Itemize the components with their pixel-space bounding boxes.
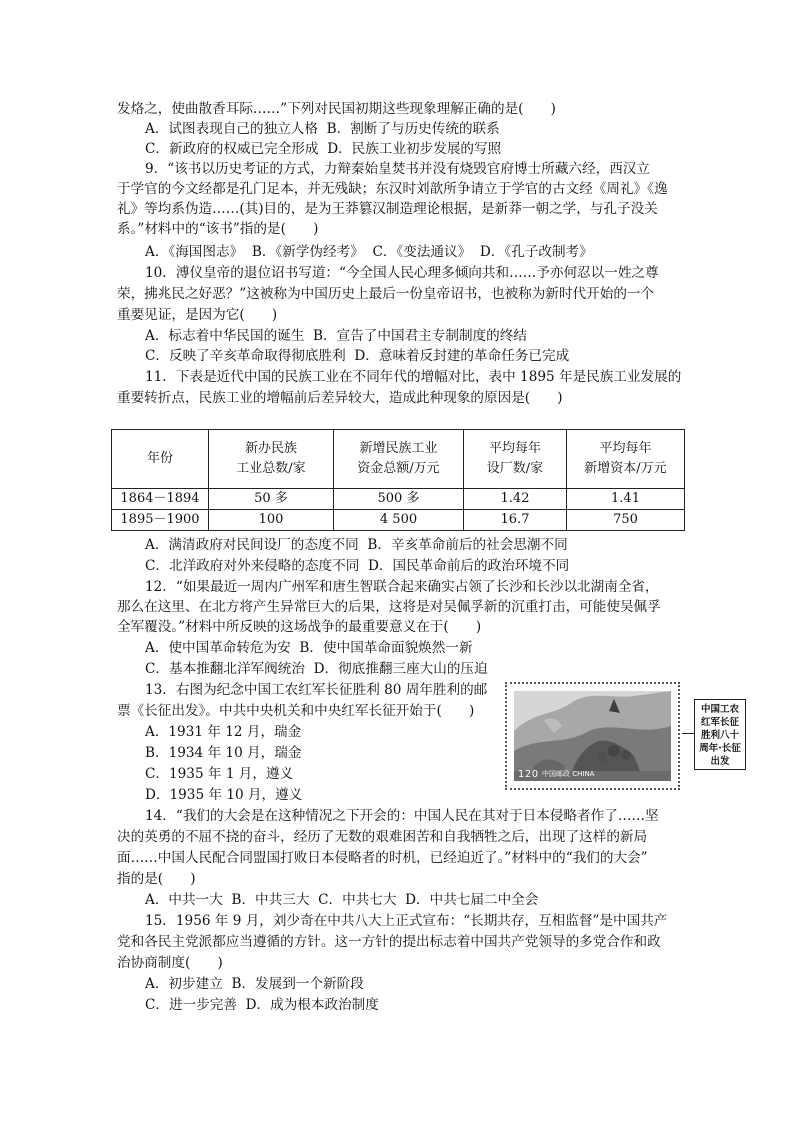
q14-stem-line: 指的是( ) bbox=[117, 871, 196, 887]
q10-option-a: A．标志着中华民国的诞生 bbox=[145, 328, 305, 344]
q14-stem-line: 14．“我们的大会是在这种情况之下开会的：中国人民在其对于日本侵略者作了……坚 bbox=[145, 808, 659, 824]
table-header-cell: 平均每年 设厂数/家 bbox=[464, 430, 567, 489]
q10-stem-line: 荣，拂兆民之好恶？”这被称为中国历史上最后一份皇帝诏书，也被称为新时代开始的一个 bbox=[117, 286, 655, 302]
table-row bbox=[112, 489, 685, 510]
table-cell: 500 多 bbox=[334, 489, 464, 510]
q12-stem-line: 全军覆没。”材料中所反映的这场战争的最重要意义在于( ) bbox=[117, 619, 482, 635]
q11-stem-line: 重要转折点，民族工业的增幅前后差异较大，造成此种现象的原因是( ) bbox=[117, 390, 563, 406]
q15-options-row1 bbox=[145, 975, 364, 993]
q9-option-a: A．《海国图志》 bbox=[145, 244, 244, 260]
q12-stem-line: 12．“如果最近一周内广州军和唐生智联合起来确实占领了长沙和长沙以北湖南全省， bbox=[145, 579, 659, 595]
q8-option-a: A．试图表现自己的独立人格 bbox=[145, 121, 318, 137]
q10-options-row1 bbox=[145, 327, 527, 345]
table-cell: 1895－1900 bbox=[112, 510, 209, 531]
q9-stem-line: 于学官的今文经都是孔门足本，并无残缺；东汉时刘歆所争请立于学官的古文经《周礼》《逸 bbox=[117, 181, 668, 197]
q15-option-b: B．发展到一个新阶段 bbox=[231, 976, 364, 992]
q14-stem-line: 决的英勇的不屈不挠的奋斗，经历了无数的艰难困苦和自我牺牲之后，出现了这样的新局 bbox=[117, 829, 648, 845]
q10-stem-line: 10．溥仪皇帝的退位诏书写道：“今全国人民心理多倾向共和……予亦何忍以一姓之尊 bbox=[145, 265, 659, 281]
table-cell: 1.41 bbox=[567, 489, 685, 510]
q15-option-c: C．进一步完善 bbox=[145, 997, 237, 1013]
q11-stem-line: 11．下表是近代中国的民族工业在不同年代的增幅对比，表中 1895 年是民族工业发展的 bbox=[145, 369, 682, 385]
stamp-country-label: 中国邮政 CHINA bbox=[542, 770, 595, 778]
q10-stem-line: 重要见证，是因为它( ) bbox=[117, 307, 278, 323]
q13-stem-line: 13．右图为纪念中国工农红军长征胜利 80 周年胜利的邮 bbox=[145, 682, 488, 698]
q12-options-row2 bbox=[145, 660, 488, 678]
long-march-stamp-image bbox=[505, 682, 680, 790]
stamp-denomination: 120 bbox=[518, 769, 539, 780]
q14-option-d: D．中共七届二中全会 bbox=[405, 892, 539, 908]
q15-stem-line: 党和各民主党派都应当遵循的方针。这一方针的提出标志着中国共产党领导的多党合作和政 bbox=[117, 934, 661, 950]
q15-options-row2 bbox=[145, 996, 379, 1014]
q15-option-a: A．初步建立 bbox=[145, 976, 223, 992]
stamp-artwork bbox=[514, 691, 671, 781]
q11-option-c: C．北洋政府对外来侵略的态度不同 bbox=[145, 558, 360, 574]
q9-option-d: D．《孔子改制考》 bbox=[479, 244, 593, 260]
q11-option-a: A．满清政府对民间设厂的态度不同 bbox=[145, 537, 359, 553]
table-cell: 4 500 bbox=[334, 510, 464, 531]
stamp-title-callout: 中国工农红军长征胜利八十周年·长征出发 bbox=[694, 699, 746, 770]
q12-option-d: D．彻底推翻三座大山的压迫 bbox=[313, 661, 488, 677]
q15-stem-line: 15．1956 年 9 月，刘少奇在中共八大上正式宣布：“长期共存，互相监督”是中国共产 bbox=[145, 913, 668, 929]
q9-stem-line: 礼》等均系伪造……(其)目的，是为王莽篡汉制造理论根据，是新莽一朝之学，与孔子没关 bbox=[117, 201, 658, 217]
q9-option-b: B．《新学伪经考》 bbox=[251, 244, 364, 260]
callout-pointer bbox=[682, 733, 694, 734]
q8-option-c: C．新政府的权威已完全形成 bbox=[145, 141, 319, 157]
table-header-cell: 新办民族 工业总数/家 bbox=[209, 430, 334, 489]
q9-stem-line: 系。”材料中的“该书”指的是( ) bbox=[117, 221, 319, 237]
q14-option-c: C．中共七大 bbox=[318, 892, 397, 908]
table-cell: 16.7 bbox=[464, 510, 567, 531]
q8-options-row2 bbox=[145, 140, 501, 158]
q12-options-row1 bbox=[145, 639, 473, 657]
industry-growth-table bbox=[111, 429, 685, 531]
q13-option-a: A．1931 年 12 月，瑞金 bbox=[145, 724, 302, 740]
q11-option-d: D．国民革命前后的政治环境不同 bbox=[367, 558, 570, 574]
q14-options bbox=[145, 891, 538, 909]
q10-option-b: B．宣告了中国君主专制制度的终结 bbox=[313, 328, 527, 344]
q10-option-c: C．反映了辛亥革命取得彻底胜利 bbox=[145, 348, 346, 364]
q11-option-b: B．辛亥革命前后的社会思潮不同 bbox=[367, 537, 568, 553]
table-header-cell: 年份 bbox=[112, 430, 209, 489]
q10-option-d: D．意味着反封建的革命任务已完成 bbox=[354, 348, 570, 364]
table-cell: 750 bbox=[567, 510, 685, 531]
q8-stem-tail: 发烙之，使曲散香耳际……”下列对民国初期这些现象理解正确的是( ) bbox=[117, 101, 556, 117]
table-header-cell: 平均每年 新增资本/万元 bbox=[567, 430, 685, 489]
q15-option-d: D．成为根本政治制度 bbox=[245, 997, 379, 1013]
q12-option-b: B．使中国革命面貌焕然一新 bbox=[299, 640, 473, 656]
q13-option-c: C．1935 年 1 月，遵义 bbox=[145, 766, 294, 782]
q14-option-a: A．中共一大 bbox=[145, 892, 223, 908]
q14-option-b: B．中共三大 bbox=[231, 892, 310, 908]
q11-options-row2 bbox=[145, 557, 569, 575]
q13-option-b: B．1934 年 10 月，瑞金 bbox=[145, 745, 302, 761]
table-row bbox=[112, 510, 685, 531]
q12-stem-line: 那么在这里、在北方将产生异常巨大的后果，这将是对吴佩孚新的沉重打击，可能使吴佩孚 bbox=[117, 599, 661, 615]
q9-options bbox=[145, 243, 593, 261]
table-header-cell: 新增民族工业 资金总额/万元 bbox=[334, 430, 464, 489]
q13-option-d: D．1935 年 10 月，遵义 bbox=[145, 787, 303, 803]
q14-stem-line: 面……中国人民配合同盟国打败日本侵略者的时机，已经迫近了。”材料中的“我们的大会” bbox=[117, 850, 648, 866]
stamp-scene-graphic bbox=[514, 691, 671, 781]
q8-option-b: B．割断了与历史传统的联系 bbox=[326, 121, 500, 137]
table-cell: 1.42 bbox=[464, 489, 567, 510]
q9-option-c: C．《变法通议》 bbox=[372, 244, 472, 260]
table-header-row bbox=[112, 430, 685, 489]
q8-option-d: D．民族工业初步发展的写照 bbox=[327, 141, 502, 157]
table-cell: 100 bbox=[209, 510, 334, 531]
q15-stem-line: 治协商制度( ) bbox=[117, 955, 223, 971]
table-cell: 50 多 bbox=[209, 489, 334, 510]
q9-stem-line: 9．“该书以历史考证的方式，力辩秦始皇焚书并没有烧毁官府博士所藏六经，西汉立 bbox=[145, 161, 650, 177]
q10-options-row2 bbox=[145, 347, 569, 365]
table-cell: 1864－1894 bbox=[112, 489, 209, 510]
q12-option-c: C．基本推翻北洋军阀统治 bbox=[145, 661, 305, 677]
q8-options-row1 bbox=[145, 120, 500, 138]
q13-stem-line: 票《长征出发》。中共中央机关和中央红军长征开始于( ) bbox=[117, 703, 475, 719]
q11-options-row1 bbox=[145, 536, 568, 554]
q12-option-a: A．使中国革命转危为安 bbox=[145, 640, 291, 656]
